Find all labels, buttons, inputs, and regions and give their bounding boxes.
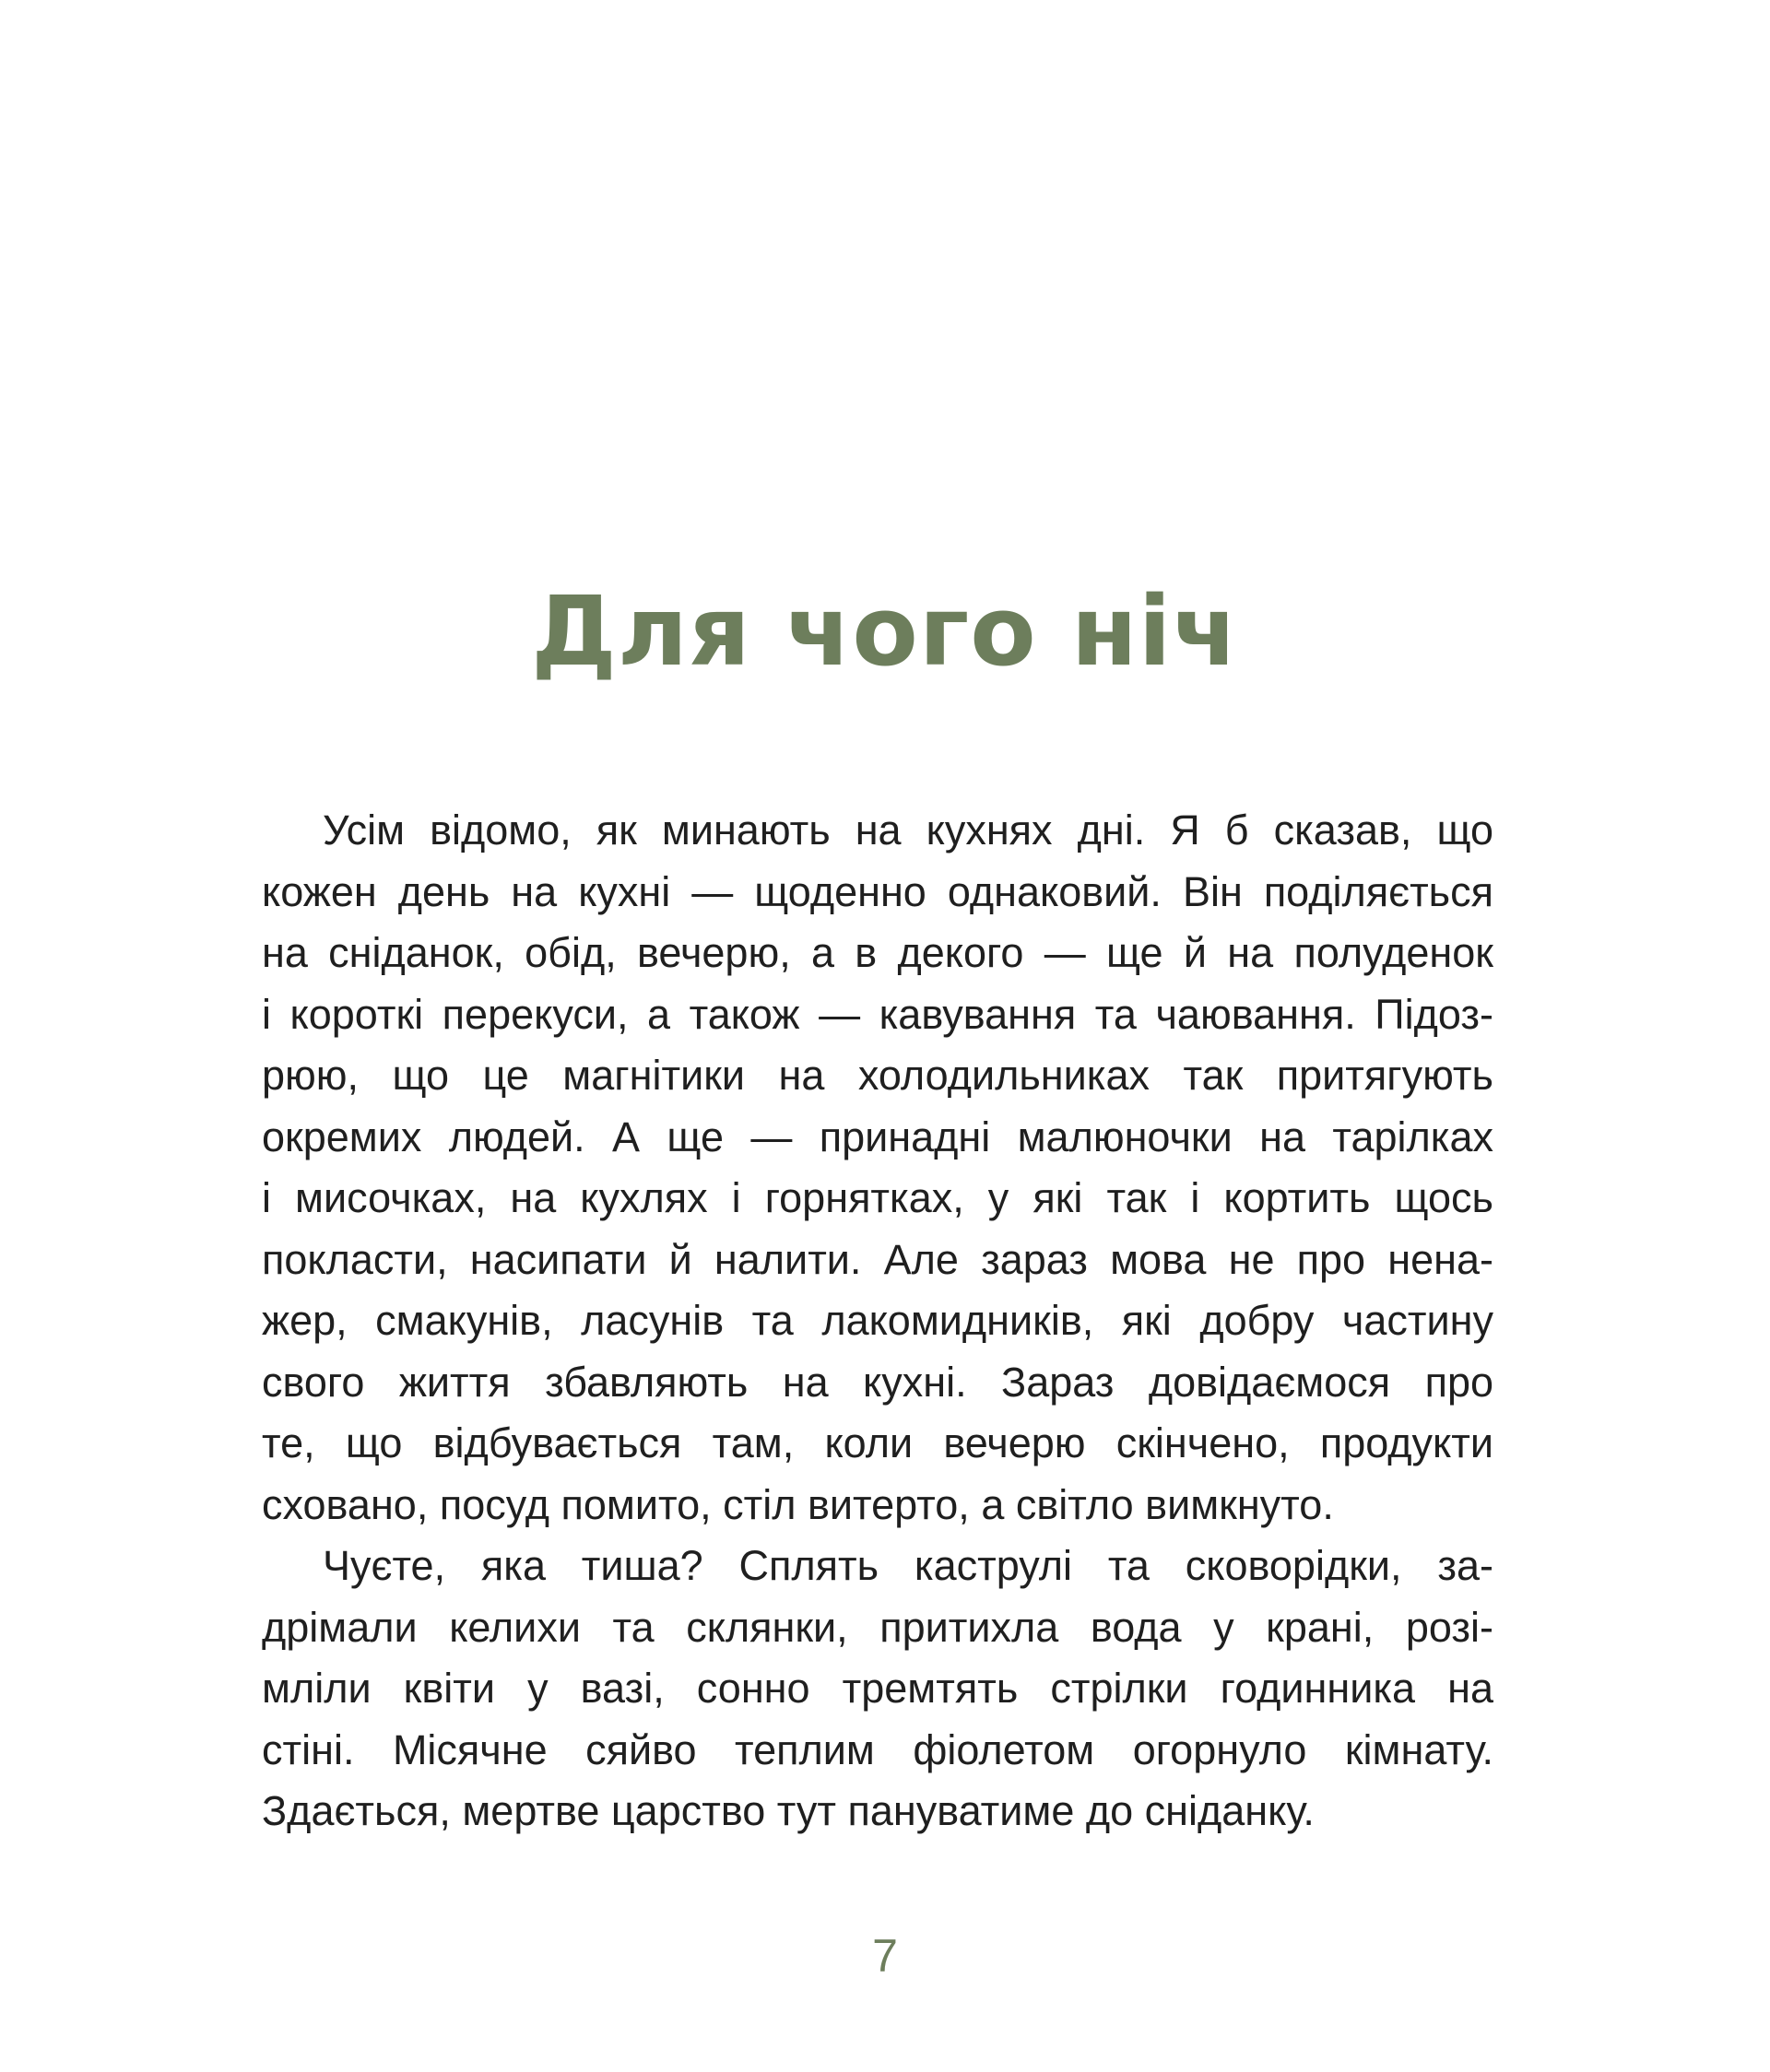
text-line: Усім відомо, як минають на кухнях дні. Я б сказав, що xyxy=(323,806,1493,854)
text-line: жер, смакунів, ласунів та лакомидників, які добру частину xyxy=(262,1297,1493,1344)
paragraph-1 xyxy=(262,800,1493,1536)
text-line: покласти, насипати й налити. Але зараз мова не про нена- xyxy=(262,1235,1493,1283)
text-line: кожен день на кухні — щоденно однаковий. Він поділяється xyxy=(262,867,1493,915)
text-line: дрімали келихи та склянки, притихла вода у крані, розі- xyxy=(262,1603,1493,1651)
text-line: рюю, що це магнітики на холодильниках так притягують xyxy=(262,1052,1493,1099)
text-line: і короткі перекуси, а також — кавування та чаювання. Підоз- xyxy=(262,990,1493,1038)
text-line: свого життя збавляють на кухні. Зараз довідаємося про xyxy=(262,1358,1493,1406)
paragraph-2 xyxy=(262,1536,1493,1842)
text-line: стіні. Місячне сяйво теплим фіолетом огорнуло кімнату. xyxy=(262,1725,1493,1773)
chapter-title: Для чого ніч xyxy=(531,575,1239,688)
text-line: мліли квіти у вазі, сонно тремтять стрілки годинника на xyxy=(262,1665,1493,1712)
text-line: Здається, мертве царство тут пануватиме до сніданку. xyxy=(262,1787,1315,1834)
text-line: окремих людей. А ще — принадні малюночки на тарілках xyxy=(262,1113,1493,1160)
text-line: на сніданок, обід, вечерю, а в декого — ще й на полуденок xyxy=(262,929,1493,976)
text-line: і мисочках, на кухлях і горнятках, у які так і кортить щось xyxy=(262,1174,1493,1221)
text-line: те, що відбувається там, коли вечерю скінчено, продукти xyxy=(262,1419,1493,1466)
text-line: Чуєте, яка тиша? Сплять каструлі та сковорідки, за- xyxy=(323,1542,1493,1589)
page-number: 7 xyxy=(872,1930,898,1982)
text-line: сховано, посуд помито, стіл витерто, а світло вимкнуто. xyxy=(262,1480,1334,1528)
body-text xyxy=(262,800,1493,1842)
